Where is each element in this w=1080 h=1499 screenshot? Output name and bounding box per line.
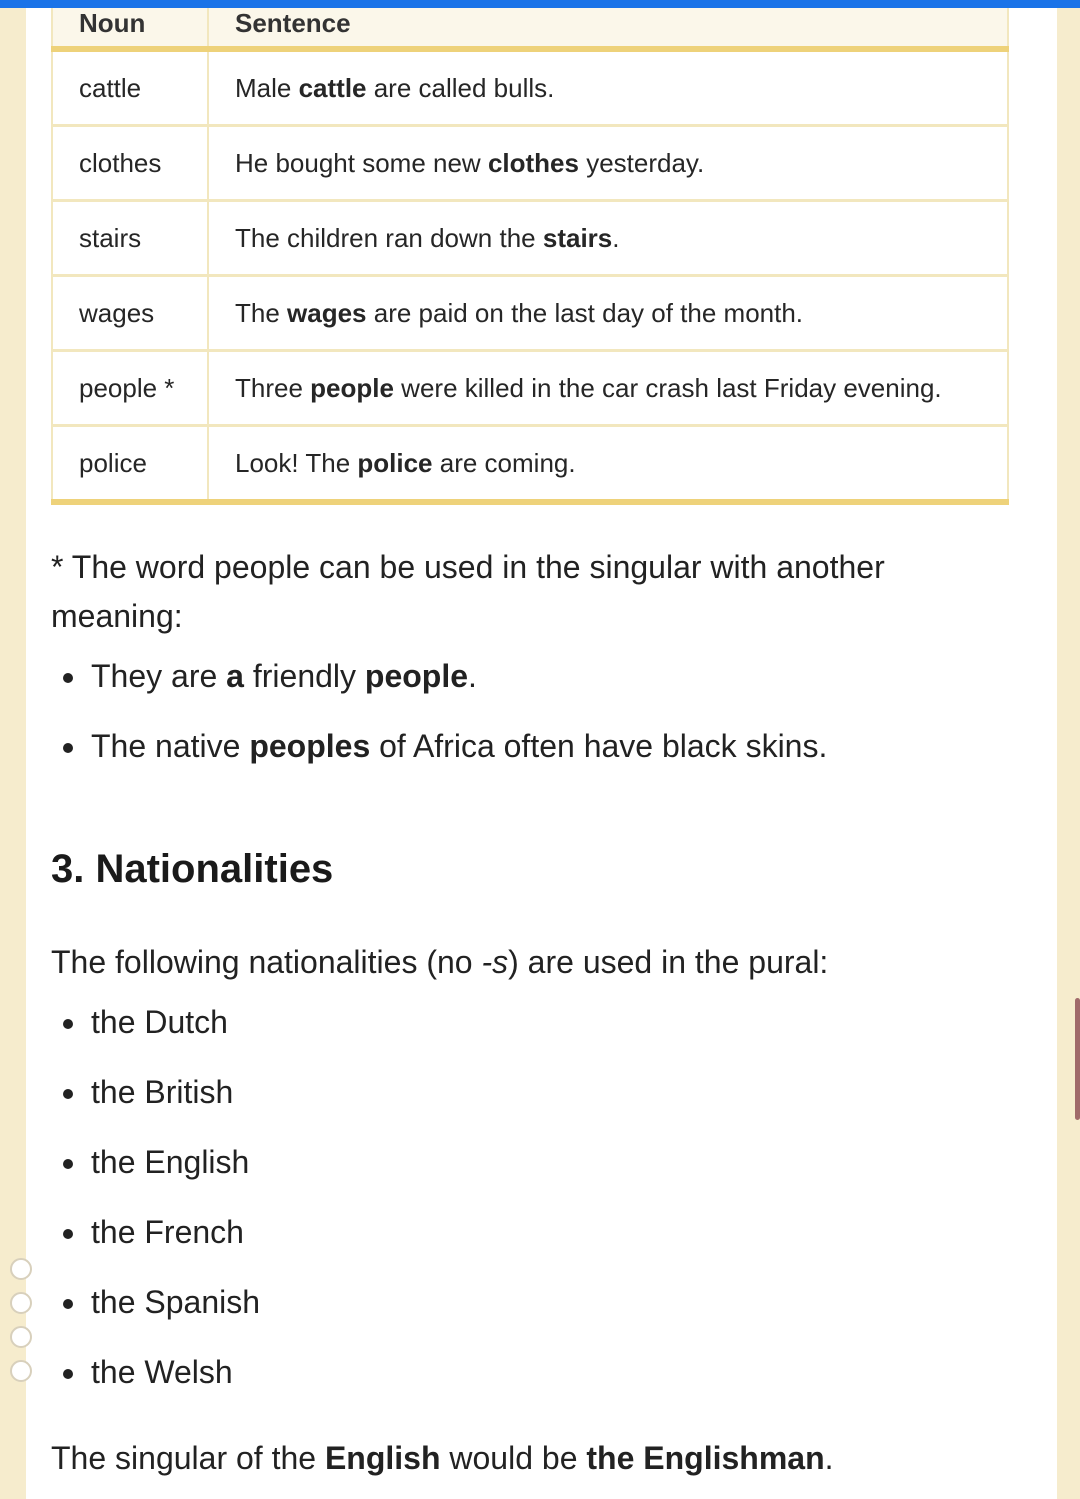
section-intro: The following nationalities (no -s) are used in the pural: bbox=[51, 944, 829, 980]
highlighted-noun: clothes bbox=[487, 147, 579, 178]
dot-icon[interactable] bbox=[10, 1326, 32, 1348]
sentence-cell: Look! The police are coming. bbox=[208, 426, 1008, 503]
dot-icon[interactable] bbox=[10, 1360, 32, 1382]
table-row bbox=[52, 276, 1008, 351]
highlighted-noun: stairs bbox=[542, 222, 613, 253]
noun-cell: stairs bbox=[52, 201, 208, 276]
noun-cell: clothes bbox=[52, 126, 208, 201]
people-examples-list bbox=[51, 641, 1011, 781]
table-row bbox=[52, 201, 1008, 276]
sentence-cell: He bought some new clothes yesterday. bbox=[208, 126, 1008, 201]
highlighted-noun: police bbox=[357, 447, 433, 478]
list-item: the Dutch bbox=[51, 987, 1011, 1057]
sentence-cell: Three people were killed in the car crash last Friday evening. bbox=[208, 351, 1008, 426]
side-dots-control[interactable] bbox=[10, 1258, 32, 1394]
sentence-cell: The wages are paid on the last day of the month. bbox=[208, 276, 1008, 351]
table-row bbox=[52, 426, 1008, 503]
dot-icon[interactable] bbox=[10, 1258, 32, 1280]
noun-cell: wages bbox=[52, 276, 208, 351]
table-row bbox=[52, 49, 1008, 126]
list-item: the Spanish bbox=[51, 1267, 1011, 1337]
top-accent-bar bbox=[0, 0, 1080, 8]
sentence-cell: The children ran down the stairs. bbox=[208, 201, 1008, 276]
scrollbar-thumb[interactable] bbox=[1075, 998, 1080, 1120]
article-page bbox=[26, 8, 1057, 1499]
list-item: the English bbox=[51, 1127, 1011, 1197]
list-item: the British bbox=[51, 1057, 1011, 1127]
noun-cell: police bbox=[52, 426, 208, 503]
sentence-cell: Male cattle are called bulls. bbox=[208, 49, 1008, 126]
list-item: the French bbox=[51, 1197, 1011, 1267]
noun-cell: cattle bbox=[52, 49, 208, 126]
article-content bbox=[51, 8, 1011, 1483]
highlighted-noun: cattle bbox=[298, 72, 367, 103]
table-row bbox=[52, 351, 1008, 426]
singular-note: The singular of the English would be the Englishman. bbox=[51, 1440, 834, 1476]
noun-sentence-table bbox=[51, 8, 1009, 505]
header-sentence: Sentence bbox=[208, 8, 1008, 49]
table-row bbox=[52, 126, 1008, 201]
nationalities-list bbox=[51, 987, 1011, 1407]
list-item: The native peoples of Africa often have black skins. bbox=[51, 711, 1011, 781]
list-item: They are a friendly people. bbox=[51, 641, 1011, 711]
noun-cell: people * bbox=[52, 351, 208, 426]
people-footnote: * The word people can be used in the singular with another meaning: bbox=[51, 549, 885, 634]
highlighted-noun: wages bbox=[287, 297, 367, 328]
section-heading: 3. Nationalities bbox=[51, 847, 334, 891]
list-item: the Welsh bbox=[51, 1337, 1011, 1407]
highlighted-noun: people bbox=[310, 372, 394, 403]
dot-icon[interactable] bbox=[10, 1292, 32, 1314]
table-header-row bbox=[52, 8, 1008, 49]
header-noun: Noun bbox=[52, 8, 208, 49]
